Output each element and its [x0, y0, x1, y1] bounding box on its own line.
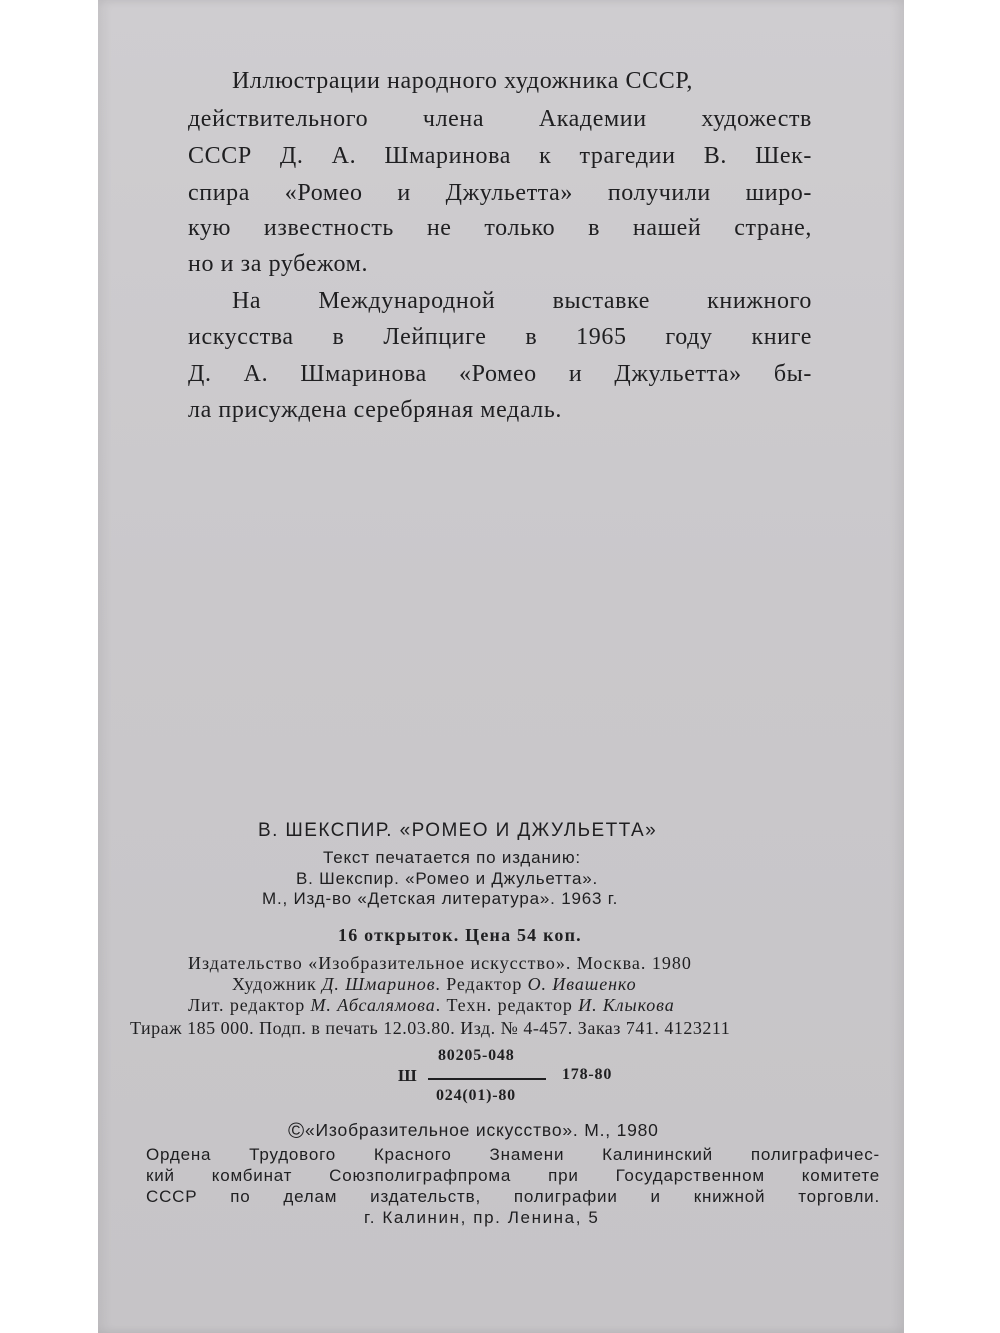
index-fraction-bar	[428, 1078, 546, 1080]
lit-editor-name: М. Абсалямова	[310, 995, 436, 1015]
printer-line: кий комбинат Союзполиграфпрома при Государственном комитете	[146, 1166, 880, 1185]
intro-line: кую известность не только в нашей стране,	[188, 215, 812, 241]
tech-editor-name: И. Клыкова	[578, 995, 675, 1015]
credits-line: Художник Д. Шмаринов. Редактор О. Ивашенко	[232, 974, 637, 994]
index-denominator: 024(01)-80	[436, 1087, 516, 1104]
artist-name: Д. Шмаринов	[322, 974, 436, 994]
index-suffix: 178-80	[562, 1066, 613, 1083]
printer-line: Ордена Трудового Красного Знамени Калининский полиграфичес-	[146, 1145, 880, 1164]
index-numerator: 80205-048	[438, 1047, 515, 1064]
printer-address-line: г. Калинин, пр. Ленина, 5	[364, 1208, 600, 1227]
source-line: В. Шекспир. «Ромео и Джульетта».	[296, 869, 599, 888]
intro-line: СССР Д. А. Шмаринова к трагедии В. Шек-	[188, 143, 812, 169]
intro-line: но и за рубежом.	[188, 251, 369, 277]
copyright-line	[288, 1120, 659, 1142]
editor-label: Редактор	[446, 974, 523, 994]
intro-line: На Международной выставке книжного	[232, 288, 812, 314]
copyright-icon: ©	[288, 1118, 306, 1143]
price-line: 16 открыток. Цена 54 коп.	[338, 925, 582, 945]
copyright-text: «Изобразительное искусство». М., 1980	[305, 1120, 659, 1140]
intro-line: действительного члена Академии художеств	[188, 106, 812, 132]
intro-line: Д. А. Шмаринова «Ромео и Джульетта» бы-	[188, 361, 812, 387]
print-run-line: Тираж 185 000. Подп. в печать 12.03.80. Изд. № 4-457. Заказ 741. 4123211	[130, 1018, 731, 1038]
lit-editor-label: Лит. редактор	[188, 995, 306, 1015]
publisher-line: Издательство «Изобразительное искусство». Москва. 1980	[188, 953, 692, 973]
index-prefix: Ш	[398, 1066, 418, 1085]
intro-line: искусства в Лейпциге в 1965 году книге	[188, 324, 812, 350]
tech-editor-label: Техн. редактор	[446, 995, 573, 1015]
artist-label: Художник	[232, 974, 317, 994]
intro-line: спира «Ромео и Джульетта» получили широ-	[188, 180, 812, 206]
printer-line: СССР по делам издательств, полиграфии и книжной торговли.	[146, 1187, 880, 1206]
editors-line: Лит. редактор М. Абсалямова. Техн. редактор И. Клыкова	[188, 995, 675, 1015]
intro-line: ла присуждена серебряная медаль.	[188, 397, 563, 423]
editor-name: О. Ивашенко	[527, 974, 637, 994]
source-line: М., Изд-во «Детская литература». 1963 г.	[262, 889, 619, 908]
book-title-line: В. ШЕКСПИР. «РОМЕО И ДЖУЛЬЕТТА»	[258, 820, 658, 841]
intro-line: Иллюстрации народного художника СССР,	[232, 68, 693, 94]
source-line: Текст печатается по изданию:	[323, 848, 581, 867]
